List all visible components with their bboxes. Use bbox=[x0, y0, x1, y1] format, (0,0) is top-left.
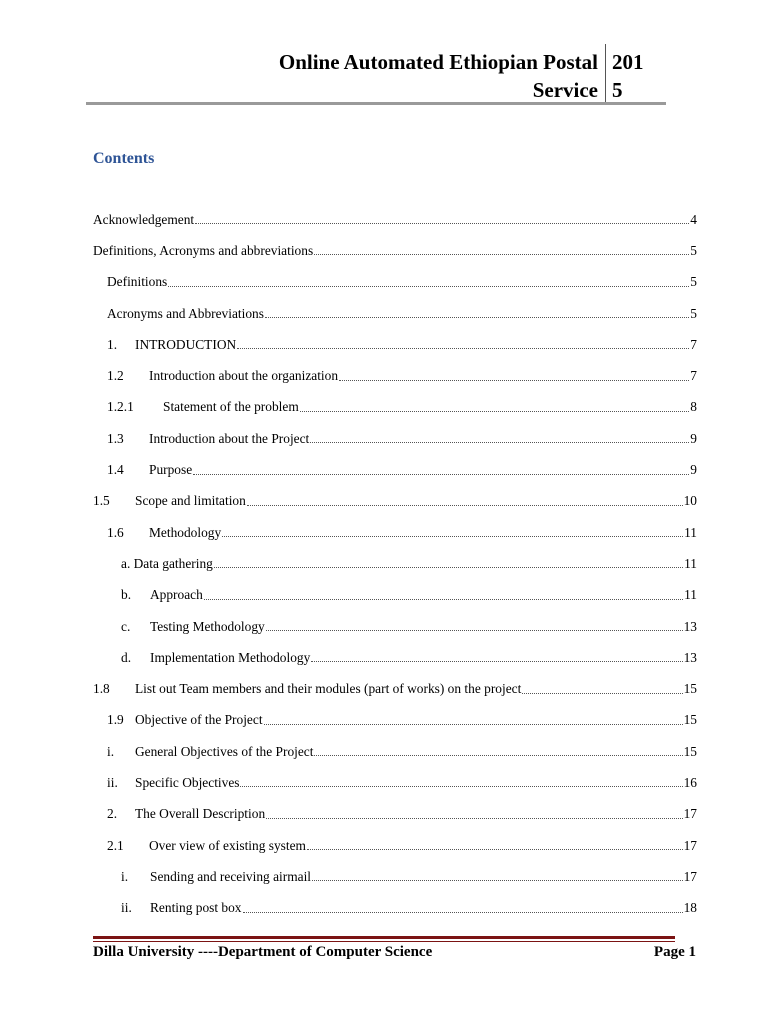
toc-entry-page: 13 bbox=[683, 649, 697, 665]
document-year-line2: 5 bbox=[612, 78, 623, 102]
toc-entry-number: 1.4 bbox=[107, 462, 124, 478]
toc-entry[interactable] bbox=[93, 360, 697, 391]
toc-dot-leader bbox=[240, 786, 682, 787]
toc-entry-page: 11 bbox=[684, 524, 697, 540]
toc-entry-label: INTRODUCTION bbox=[135, 336, 237, 352]
toc-entry-number: 1.5 bbox=[93, 493, 110, 509]
toc-entry-label: Introduction about the Project bbox=[149, 430, 310, 446]
toc-entry[interactable] bbox=[93, 673, 697, 704]
toc-dot-leader bbox=[214, 567, 683, 568]
toc-entry[interactable] bbox=[93, 329, 697, 360]
document-title-line2: Service bbox=[532, 78, 598, 102]
toc-dot-leader bbox=[310, 442, 689, 443]
toc-entry-page: 16 bbox=[683, 774, 697, 790]
toc-entry-label: Objective of the Project bbox=[135, 712, 263, 728]
toc-dot-leader bbox=[168, 286, 689, 287]
toc-dot-leader bbox=[266, 818, 682, 819]
footer-page-number: Page 1 bbox=[653, 944, 696, 960]
toc-entry-label: Scope and limitation bbox=[135, 493, 246, 509]
toc-entry-page: 9 bbox=[690, 462, 697, 478]
toc-dot-leader bbox=[314, 755, 682, 756]
toc-entry-number: d. bbox=[121, 649, 132, 665]
toc-dot-leader bbox=[195, 223, 689, 224]
toc-entry[interactable] bbox=[93, 767, 697, 798]
toc-entry[interactable] bbox=[93, 486, 697, 517]
toc-entry[interactable] bbox=[93, 548, 697, 579]
document-year bbox=[612, 48, 644, 104]
header-divider bbox=[605, 44, 606, 104]
toc-entry-page: 7 bbox=[690, 336, 697, 352]
toc-entry-page: 5 bbox=[690, 305, 697, 321]
footer-department: Dilla University ----Department of Computer Science bbox=[93, 944, 433, 960]
toc-dot-leader bbox=[266, 630, 683, 631]
toc-entry-label: The Overall Description bbox=[135, 806, 266, 822]
toc-entry-number: c. bbox=[121, 618, 131, 634]
toc-entry-page: 17 bbox=[683, 837, 697, 853]
toc-dot-leader bbox=[222, 536, 683, 537]
toc-entry-number: 1. bbox=[107, 336, 118, 352]
toc-entry-label: Acronyms and Abbreviations bbox=[107, 305, 264, 321]
toc-entry-label: Definitions bbox=[107, 274, 168, 290]
toc-entry-number: i. bbox=[107, 743, 115, 759]
toc-entry-number: 1.2.1 bbox=[107, 399, 134, 415]
toc-dot-leader bbox=[237, 348, 689, 349]
toc-entry-number: 1.9 bbox=[107, 712, 124, 728]
toc-entry[interactable] bbox=[93, 611, 697, 642]
toc-entry-label: General Objectives of the Project bbox=[135, 743, 314, 759]
toc-entry-label: Acknowledgement bbox=[93, 211, 195, 227]
document-title bbox=[279, 48, 598, 104]
toc-dot-leader bbox=[243, 912, 683, 913]
toc-entry-number: 2.1 bbox=[107, 837, 124, 853]
toc-entry[interactable] bbox=[93, 736, 697, 767]
toc-entry[interactable] bbox=[93, 454, 697, 485]
page-header bbox=[86, 44, 666, 104]
toc-entry-page: 11 bbox=[684, 587, 697, 603]
toc-entry-label: Purpose bbox=[149, 462, 193, 478]
toc-entry-label: Renting post box bbox=[150, 900, 242, 916]
toc-entry-label: Sending and receiving airmail bbox=[150, 868, 312, 884]
toc-entry-label: Definitions, Acronyms and abbreviations bbox=[93, 242, 314, 258]
toc-entry[interactable] bbox=[93, 235, 697, 266]
toc-entry-page: 15 bbox=[683, 712, 697, 728]
toc-dot-leader bbox=[311, 661, 682, 662]
toc-entry[interactable] bbox=[93, 298, 697, 329]
footer-rule-thick bbox=[93, 936, 675, 939]
toc-entry-number: i. bbox=[121, 868, 129, 884]
toc-dot-leader bbox=[204, 599, 683, 600]
toc-entry-page: 11 bbox=[684, 555, 697, 571]
toc-entry[interactable] bbox=[93, 423, 697, 454]
document-year-line1: 201 bbox=[612, 50, 644, 74]
toc-entry-page: 5 bbox=[690, 242, 697, 258]
contents-heading: Contents bbox=[93, 150, 155, 167]
table-of-contents bbox=[93, 204, 697, 924]
toc-entry-page: 13 bbox=[683, 618, 697, 634]
toc-entry-page: 4 bbox=[690, 211, 697, 227]
toc-entry-page: 17 bbox=[683, 806, 697, 822]
toc-entry[interactable] bbox=[93, 392, 697, 423]
toc-entry-label: Testing Methodology bbox=[150, 618, 265, 634]
toc-entry-number: ii. bbox=[107, 774, 118, 790]
toc-entry-page: 7 bbox=[690, 368, 697, 384]
toc-dot-leader bbox=[307, 849, 683, 850]
toc-entry-number: 1.2 bbox=[107, 368, 124, 384]
document-title-line1: Online Automated Ethiopian Postal bbox=[278, 50, 598, 74]
toc-entry-page: 17 bbox=[683, 868, 697, 884]
toc-dot-leader bbox=[339, 380, 689, 381]
toc-entry-label: Implementation Methodology bbox=[150, 649, 311, 665]
toc-entry[interactable] bbox=[93, 893, 697, 924]
toc-entry-label: Over view of existing system bbox=[149, 837, 306, 853]
toc-entry-number: 1.3 bbox=[107, 430, 124, 446]
toc-entry-label: Approach bbox=[150, 587, 203, 603]
toc-dot-leader bbox=[522, 693, 682, 694]
toc-dot-leader bbox=[300, 411, 690, 412]
toc-entry-page: 9 bbox=[690, 430, 697, 446]
toc-dot-leader bbox=[312, 880, 683, 881]
toc-entry[interactable] bbox=[93, 799, 697, 830]
toc-entry-number: 2. bbox=[107, 806, 118, 822]
toc-entry[interactable] bbox=[93, 861, 697, 892]
toc-entry[interactable] bbox=[93, 517, 697, 548]
toc-entry-number: b. bbox=[121, 587, 132, 603]
toc-dot-leader bbox=[314, 254, 689, 255]
toc-entry-number: ii. bbox=[121, 900, 132, 916]
toc-entry[interactable] bbox=[93, 830, 697, 861]
toc-entry[interactable] bbox=[93, 267, 697, 298]
toc-entry-label: List out Team members and their modules (part of works) on the project bbox=[135, 681, 522, 697]
toc-entry-label: Statement of the problem bbox=[163, 399, 299, 415]
toc-entry-label: Methodology bbox=[149, 524, 222, 540]
toc-dot-leader bbox=[193, 474, 689, 475]
toc-dot-leader bbox=[265, 317, 689, 318]
toc-entry[interactable] bbox=[93, 705, 697, 736]
toc-entry-page: 15 bbox=[683, 743, 697, 759]
footer-rule-thin bbox=[93, 941, 675, 942]
toc-dot-leader bbox=[247, 505, 683, 506]
toc-entry-label: Introduction about the organization bbox=[149, 368, 339, 384]
toc-entry[interactable] bbox=[93, 580, 697, 611]
toc-entry[interactable] bbox=[93, 204, 697, 235]
toc-dot-leader bbox=[264, 724, 683, 725]
toc-entry-page: 10 bbox=[683, 493, 697, 509]
toc-entry[interactable] bbox=[93, 642, 697, 673]
toc-entry-label: Specific Objectives bbox=[135, 774, 240, 790]
toc-entry-page: 18 bbox=[683, 900, 697, 916]
toc-entry-page: 8 bbox=[690, 399, 697, 415]
toc-entry-label: a. Data gathering bbox=[121, 555, 213, 571]
header-rule bbox=[86, 102, 666, 105]
toc-entry-page: 15 bbox=[683, 681, 697, 697]
toc-entry-page: 5 bbox=[690, 274, 697, 290]
toc-entry-number: 1.8 bbox=[93, 681, 110, 697]
toc-entry-number: 1.6 bbox=[107, 524, 124, 540]
